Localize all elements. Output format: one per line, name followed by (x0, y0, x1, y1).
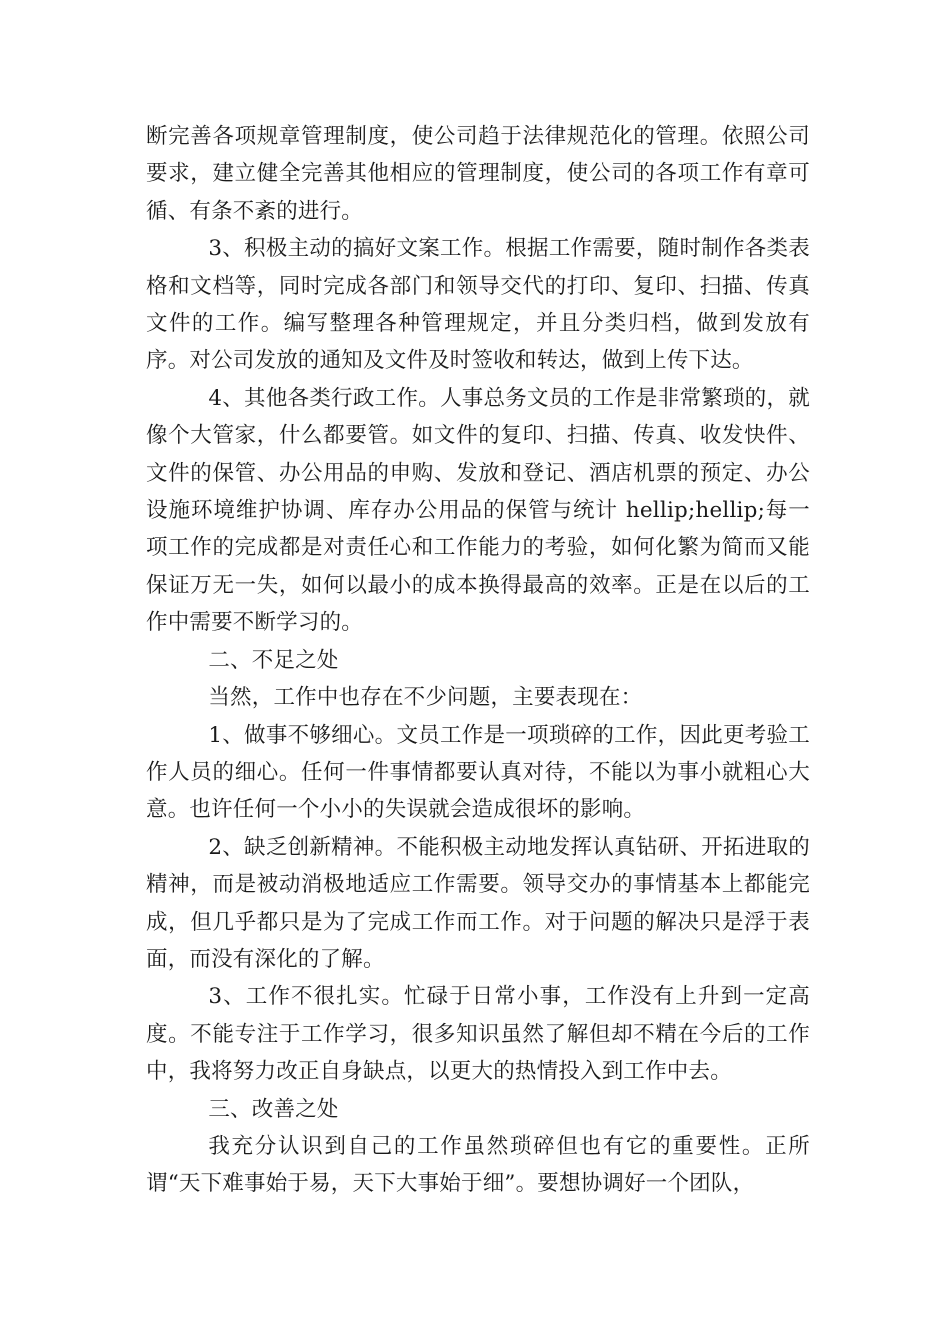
paragraph-improvements-intro: 我充分认识到自己的工作虽然琐碎但也有它的重要性。正所谓“天下难事始于易，天下大事始于细”。要想协调好一个团队， (146, 1133, 810, 1197)
paragraph-item-4-admin-work: 4、其他各类行政工作。人事总务文员的工作是非常繁琐的，就像个大管家，什么都要管。如文件的复印、扫描、传真、收发快件、文件的保管、办公用品的申购、发放和登记、酒店机票的预定、办公设施环境维护协调、库存办公用品的保管与统计 hellip;hellip;每一项工作的完成都是对责任心和工作能力的考验，如何化繁为简而又能保证万无一失，如何以最小的成本换得最高的效率。正是在以后的工作中需要不断学习的。 (146, 385, 810, 636)
paragraph-shortcomings-intro: 当然，工作中也存在不少问题，主要表现在： (208, 685, 643, 711)
paragraph-continuation: 断完善各项规章管理制度，使公司趋于法律规范化的管理。依照公司要求，建立健全完善其他相应的管理制度，使公司的各项工作有章可循、有条不紊的进行。 (146, 124, 810, 224)
paragraph-shortcoming-2: 2、缺乏创新精神。不能积极主动地发挥认真钻研、开拓进取的精神，而是被动消极地适应工作需要。领导交办的事情基本上都能完成，但几乎都只是为了完成工作而工作。对于问题的解决只是浮于表面，而没有深化的了解。 (146, 834, 810, 972)
document-body (146, 118, 810, 1203)
paragraph-item-3-copywriting: 3、积极主动的搞好文案工作。根据工作需要，随时制作各类表格和文档等，同时完成各部门和领导交代的打印、复印、扫描、传真文件的工作。编写整理各种管理规定，并且分类归档，做到发放有序。对公司发放的通知及文件及时签收和转达，做到上传下达。 (146, 236, 810, 374)
paragraph-shortcoming-1: 1、做事不够细心。文员工作是一项琐碎的工作，因此更考验工作人员的细心。任何一件事情都要认真对待，不能以为事小就粗心大意。也许任何一个小小的失误就会造成很坏的影响。 (146, 722, 810, 823)
paragraph-shortcoming-3: 3、工作不很扎实。忙碌于日常小事，工作没有上升到一定高度。不能专注于工作学习，很多知识虽然了解但却不精在今后的工作中，我将努力改正自身缺点，以更大的热情投入到工作中去。 (146, 984, 810, 1085)
section-heading-shortcomings: 二、不足之处 (208, 647, 339, 673)
section-heading-improvements: 三、改善之处 (208, 1096, 339, 1122)
